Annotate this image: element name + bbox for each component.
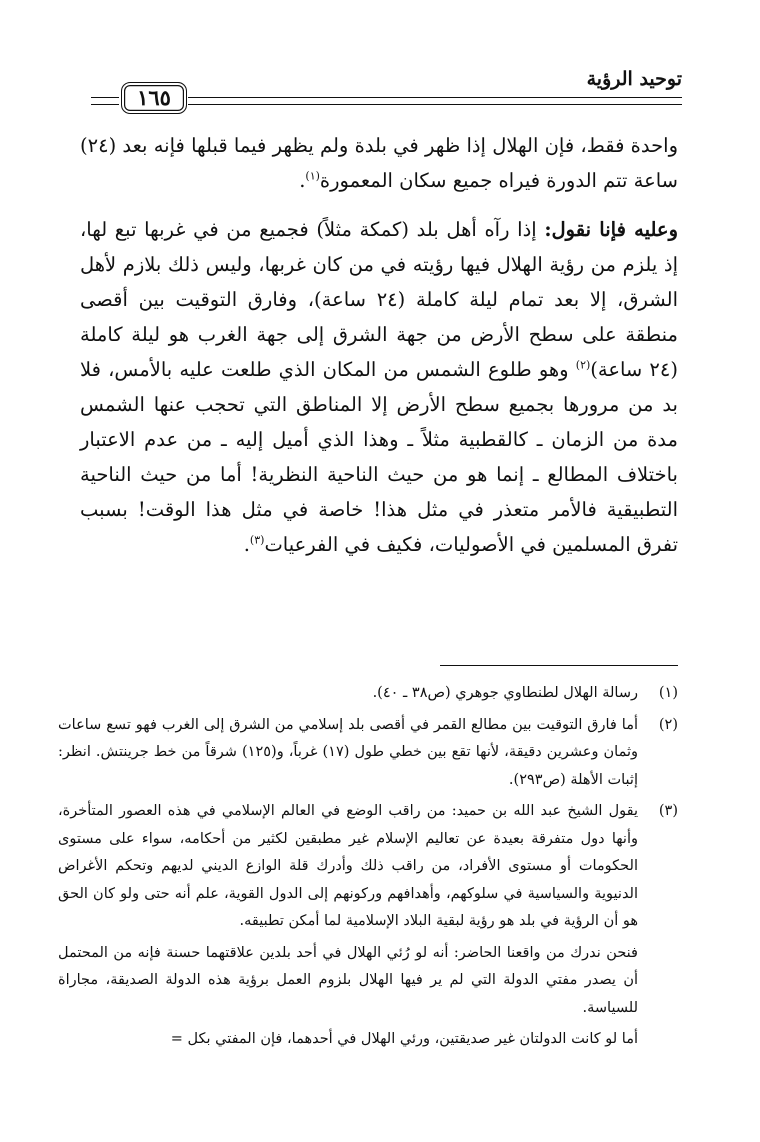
- footnote-text: رسالة الهلال لطنطاوي جوهري (ص٣٨ ـ ٤٠).: [372, 685, 638, 701]
- footnote-text: يقول الشيخ عبد الله بن حميد: من راقب الوضع في العالم الإسلامي في هذه العصور المتأخرة، وأنها دول متفرقة بعيدة عن تعاليم الإسلام غير مطبقين لكثير من أحكامه، سواء على مستوى الحكومات أو مستوى الأفراد، من راقب ذلك وأدرك قلة الوازع الديني لديهم وتحكم الأغراض الدنيوية والسياسية في سلوكهم، وأهدافهم وركونهم إلى الدول القوية، علم أنه حتى ولو كان الحق هو أن الرؤية في بلد هو رؤية لبقية البلاد الإسلامية لما أمكن تطبيقه.: [58, 803, 638, 929]
- footnote-text: أما فارق التوقيت بين مطالع القمر في أقصى بلد إسلامي من الشرق إلى الغرب فهو تسع ساعات وثمان وعشرين دقيقة، لأنها تقع بين خطي طول (١٧) غرباً، و(١٢٥) شرقاً من خط جرينتش. انظر: إثبات الأهلة (ص٢٩٣).: [58, 716, 638, 788]
- footnote-3: [58, 798, 678, 936]
- paragraph-2-text-a: إذا رآه أهل بلد (كمكة مثلاً) فجميع من في غربها تبع لها، إذ يلزم من رؤية الهلال فيها رؤيته في من كان غربها، وليس ذلك بلازم لأهل الشرق، إلا بعد تمام ليلة كاملة (٢٤ ساعة)، وفارق التوقيت بين أقصى منطقة على سطح الأرض من جهة الشرق إلى جهة الغرب هو ليلة كاملة (٢٤ ساعة): [80, 218, 678, 381]
- paragraph-2: [80, 212, 678, 562]
- footnote-ref-3: (٣): [249, 533, 265, 547]
- footnote-2: [58, 712, 678, 795]
- header-rule-left: [91, 97, 119, 105]
- paragraph-1-text: واحدة فقط، فإن الهلال إذا ظهر في بلدة ولم يظهر فيما قبلها فإنه بعد (٢٤) ساعة تتم الدورة فيراه جميع سكان المعمورة: [80, 134, 678, 192]
- footnote-number: (٢): [658, 716, 678, 733]
- paragraph-1-end: .: [299, 169, 306, 192]
- paragraph-2-lead: وعليه فإنا نقول:: [544, 218, 678, 241]
- footnote-number: (١): [658, 685, 678, 701]
- footnote-3-last-line: أما لو كانت الدولتان غير صديقتين، ورئي الهلال في أحدهما، فإن المفتي بكل =: [170, 1031, 638, 1047]
- footnote-ref-2: (٢): [575, 358, 591, 372]
- footnote-number: (٣): [658, 803, 678, 819]
- footnote-3-continuation: فنحن ندرك من واقعنا الحاضر: أنه لو رُئي الهلال في أحد بلدين علاقتهما حسنة فإنه من المحتمل أن يصدر مفتي الدولة التي لم ير فيها الهلال بلزوم العمل برؤية هذه الدولة الصديقة، مجاراة للسياسة.: [58, 944, 638, 1016]
- page-number: ١٦٥: [121, 82, 187, 114]
- footnote-1: [58, 680, 678, 708]
- header-rule: [188, 97, 682, 105]
- paragraph-2-end: .: [243, 533, 250, 556]
- running-title: توحيد الرؤية: [586, 68, 682, 90]
- main-text: [80, 128, 678, 562]
- paragraph-1: [80, 128, 678, 198]
- paragraph-2-text-b: وهو طلوع الشمس من المكان الذي طلعت عليه بالأمس، فلا بد من مرورها بجميع سطح الأرض إلا المناطق التي تحجب عنها الشمس مدة من الزمان ـ كالقطبية مثلاً ـ وهذا الذي أميل إليه ـ من عدم الاعتبار باختلاف المطالع ـ إنما هو من حيث الناحية النظرية! أما من حيث الناحية التطبيقية فالأمر متعذر في مثل هذا! خاصة في مثل هذا الوقت! بسبب تفرق المسلمين في الأصوليات، فكيف في الفرعيات: [80, 358, 678, 556]
- footnotes: [58, 680, 678, 1054]
- footnote-separator: [440, 665, 678, 666]
- page-header: [0, 0, 760, 110]
- footnote-ref-1: (١): [305, 169, 320, 183]
